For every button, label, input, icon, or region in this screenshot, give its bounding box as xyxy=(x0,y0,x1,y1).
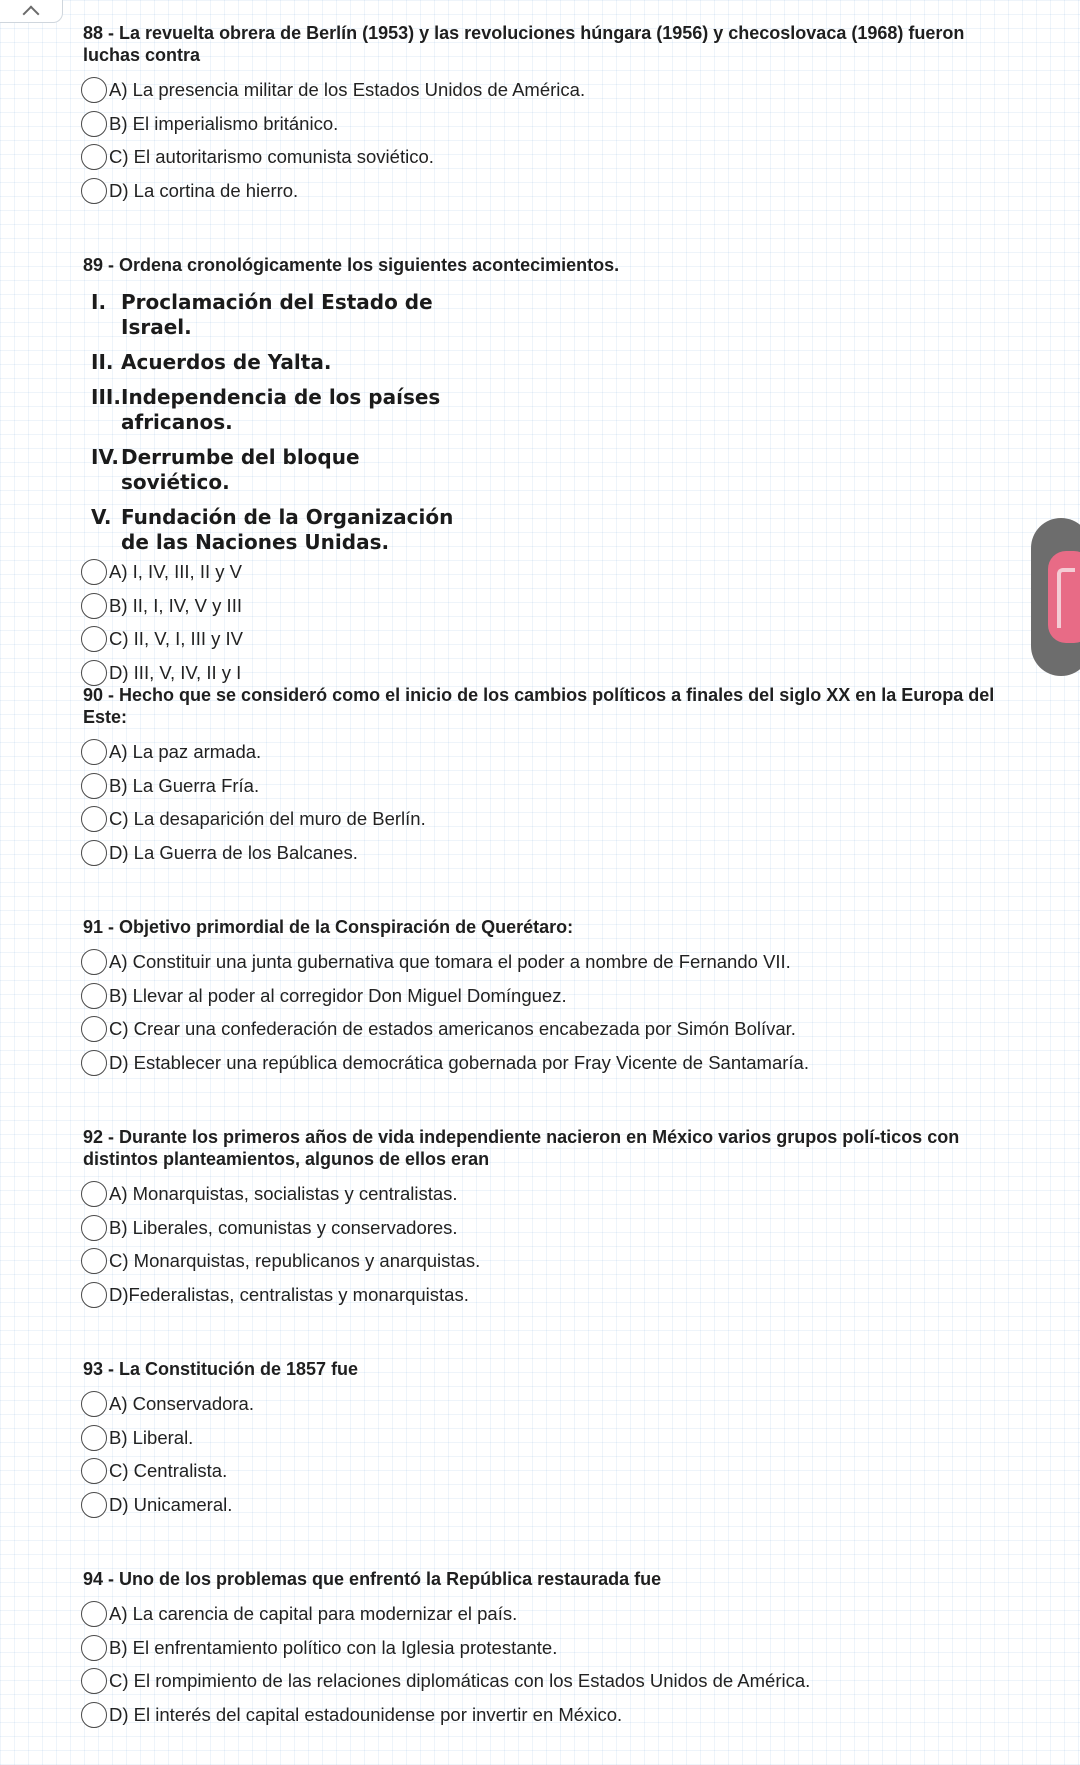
radio-button[interactable] xyxy=(81,739,107,765)
radio-button[interactable] xyxy=(81,660,107,686)
option-d[interactable]: D) Unicameral. xyxy=(81,1488,1003,1522)
radio-button[interactable] xyxy=(81,626,107,652)
option-d[interactable]: D) Establecer una república democrática gobernada por Fray Vicente de Santamaría. xyxy=(81,1046,1003,1080)
option-a[interactable]: A) I, IV, III, II y V xyxy=(81,555,1003,589)
radio-button[interactable] xyxy=(81,1215,107,1241)
option-c[interactable]: C) Centralista. xyxy=(81,1454,1003,1488)
radio-button[interactable] xyxy=(81,178,107,204)
radio-button[interactable] xyxy=(81,1668,107,1694)
option-d[interactable]: D)Federalistas, centralistas y monarquistas. xyxy=(81,1278,1003,1312)
radio-button[interactable] xyxy=(81,559,107,585)
option-c[interactable]: C) El rompimiento de las relaciones diplomáticas con los Estados Unidos de América. xyxy=(81,1664,1003,1698)
radio-button[interactable] xyxy=(81,1391,107,1417)
radio-button[interactable] xyxy=(81,1492,107,1518)
question-title: 89 - Ordena cronológicamente los siguientes acontecimientos. xyxy=(83,255,620,275)
option-c[interactable]: C) II, V, I, III y IV xyxy=(81,622,1003,656)
option-d[interactable]: D) La Guerra de los Balcanes. xyxy=(81,836,1003,870)
radio-button[interactable] xyxy=(81,77,107,103)
event-item: V. Fundación de la Organización de las Naciones Unidas. xyxy=(91,505,454,554)
radio-button[interactable] xyxy=(81,1016,107,1042)
option-c[interactable]: C) Monarquistas, republicanos y anarquistas. xyxy=(81,1244,1003,1278)
question-90 xyxy=(83,684,1003,870)
radio-button[interactable] xyxy=(81,1050,107,1076)
option-c[interactable]: C) La desaparición del muro de Berlín. xyxy=(81,802,1003,836)
option-b[interactable]: B) II, I, IV, V y III xyxy=(81,589,1003,623)
collapse-tab[interactable] xyxy=(0,0,63,23)
question-89 xyxy=(83,254,1003,690)
option-c[interactable]: C) El autoritarismo comunista soviético. xyxy=(81,140,1003,174)
event-list xyxy=(91,290,471,555)
radio-button[interactable] xyxy=(81,1702,107,1728)
question-88 xyxy=(83,22,1003,208)
radio-button[interactable] xyxy=(81,983,107,1009)
question-92 xyxy=(83,1126,1003,1312)
radio-button[interactable] xyxy=(81,1248,107,1274)
radio-button[interactable] xyxy=(81,1635,107,1661)
option-a[interactable]: A) La carencia de capital para modernizar el país. xyxy=(81,1597,1003,1631)
event-item: I. Proclamación del Estado de Israel. xyxy=(91,290,433,339)
option-d[interactable]: D) III, V, IV, II y I xyxy=(81,656,1003,690)
radio-button[interactable] xyxy=(81,1601,107,1627)
event-item: II. Acuerdos de Yalta. xyxy=(91,350,332,374)
option-b[interactable]: B) Liberal. xyxy=(81,1421,1003,1455)
radio-button[interactable] xyxy=(81,806,107,832)
radio-button[interactable] xyxy=(81,773,107,799)
question-title: 94 - Uno de los problemas que enfrentó la República restaurada fue xyxy=(83,1569,662,1589)
option-a[interactable]: A) Conservadora. xyxy=(81,1387,1003,1421)
option-a[interactable]: A) La paz armada. xyxy=(81,735,1003,769)
question-title: 90 - Hecho que se consideró como el inicio de los cambios políticos a finales del siglo XX en la Europa del Este: xyxy=(83,685,995,727)
question-title: 93 - La Constitución de 1857 fue xyxy=(83,1359,359,1379)
event-item: III. Independencia de los países africanos. xyxy=(91,385,441,434)
radio-button[interactable] xyxy=(81,949,107,975)
option-a[interactable]: A) Monarquistas, socialistas y centralistas. xyxy=(81,1177,1003,1211)
option-b[interactable]: B) Llevar al poder al corregidor Don Miguel Domínguez. xyxy=(81,979,1003,1013)
question-title: 92 - Durante los primeros años de vida independiente nacieron en México varios grupos polí-ticos con distintos planteamientos, algunos de ellos eran xyxy=(83,1127,960,1169)
radio-button[interactable] xyxy=(81,840,107,866)
radio-button[interactable] xyxy=(81,593,107,619)
option-c[interactable]: C) Crear una confederación de estados americanos encabezada por Simón Bolívar. xyxy=(81,1012,1003,1046)
question-91 xyxy=(83,916,1003,1080)
radio-button[interactable] xyxy=(81,1282,107,1308)
option-b[interactable]: B) El imperialismo británico. xyxy=(81,107,1003,141)
question-title: 91 - Objetivo primordial de la Conspiración de Querétaro: xyxy=(83,917,574,937)
question-title: 88 - La revuelta obrera de Berlín (1953) y las revoluciones húngara (1956) y checoslovaca (1968) fueron luchas contra xyxy=(83,23,965,65)
question-94 xyxy=(83,1568,1003,1732)
option-b[interactable]: B) La Guerra Fría. xyxy=(81,769,1003,803)
event-item: IV. Derrumbe del bloque soviético. xyxy=(91,445,360,494)
option-b[interactable]: B) Liberales, comunistas y conservadores. xyxy=(81,1211,1003,1245)
radio-button[interactable] xyxy=(81,1425,107,1451)
radio-button[interactable] xyxy=(81,1458,107,1484)
radio-button[interactable] xyxy=(81,144,107,170)
option-d[interactable]: D) La cortina de hierro. xyxy=(81,174,1003,208)
option-b[interactable]: B) El enfrentamiento político con la Iglesia protestante. xyxy=(81,1631,1003,1665)
option-a[interactable]: A) Constituir una junta gubernativa que tomara el poder a nombre de Fernando VII. xyxy=(81,945,1003,979)
option-a[interactable]: A) La presencia militar de los Estados Unidos de América. xyxy=(81,73,1003,107)
chevron-up-icon xyxy=(23,6,40,23)
question-93 xyxy=(83,1358,1003,1522)
radio-button[interactable] xyxy=(81,111,107,137)
option-d[interactable]: D) El interés del capital estadounidense por invertir en México. xyxy=(81,1698,1003,1732)
floating-side-button[interactable] xyxy=(1031,518,1080,676)
app-logo-icon xyxy=(1057,568,1075,628)
radio-button[interactable] xyxy=(81,1181,107,1207)
